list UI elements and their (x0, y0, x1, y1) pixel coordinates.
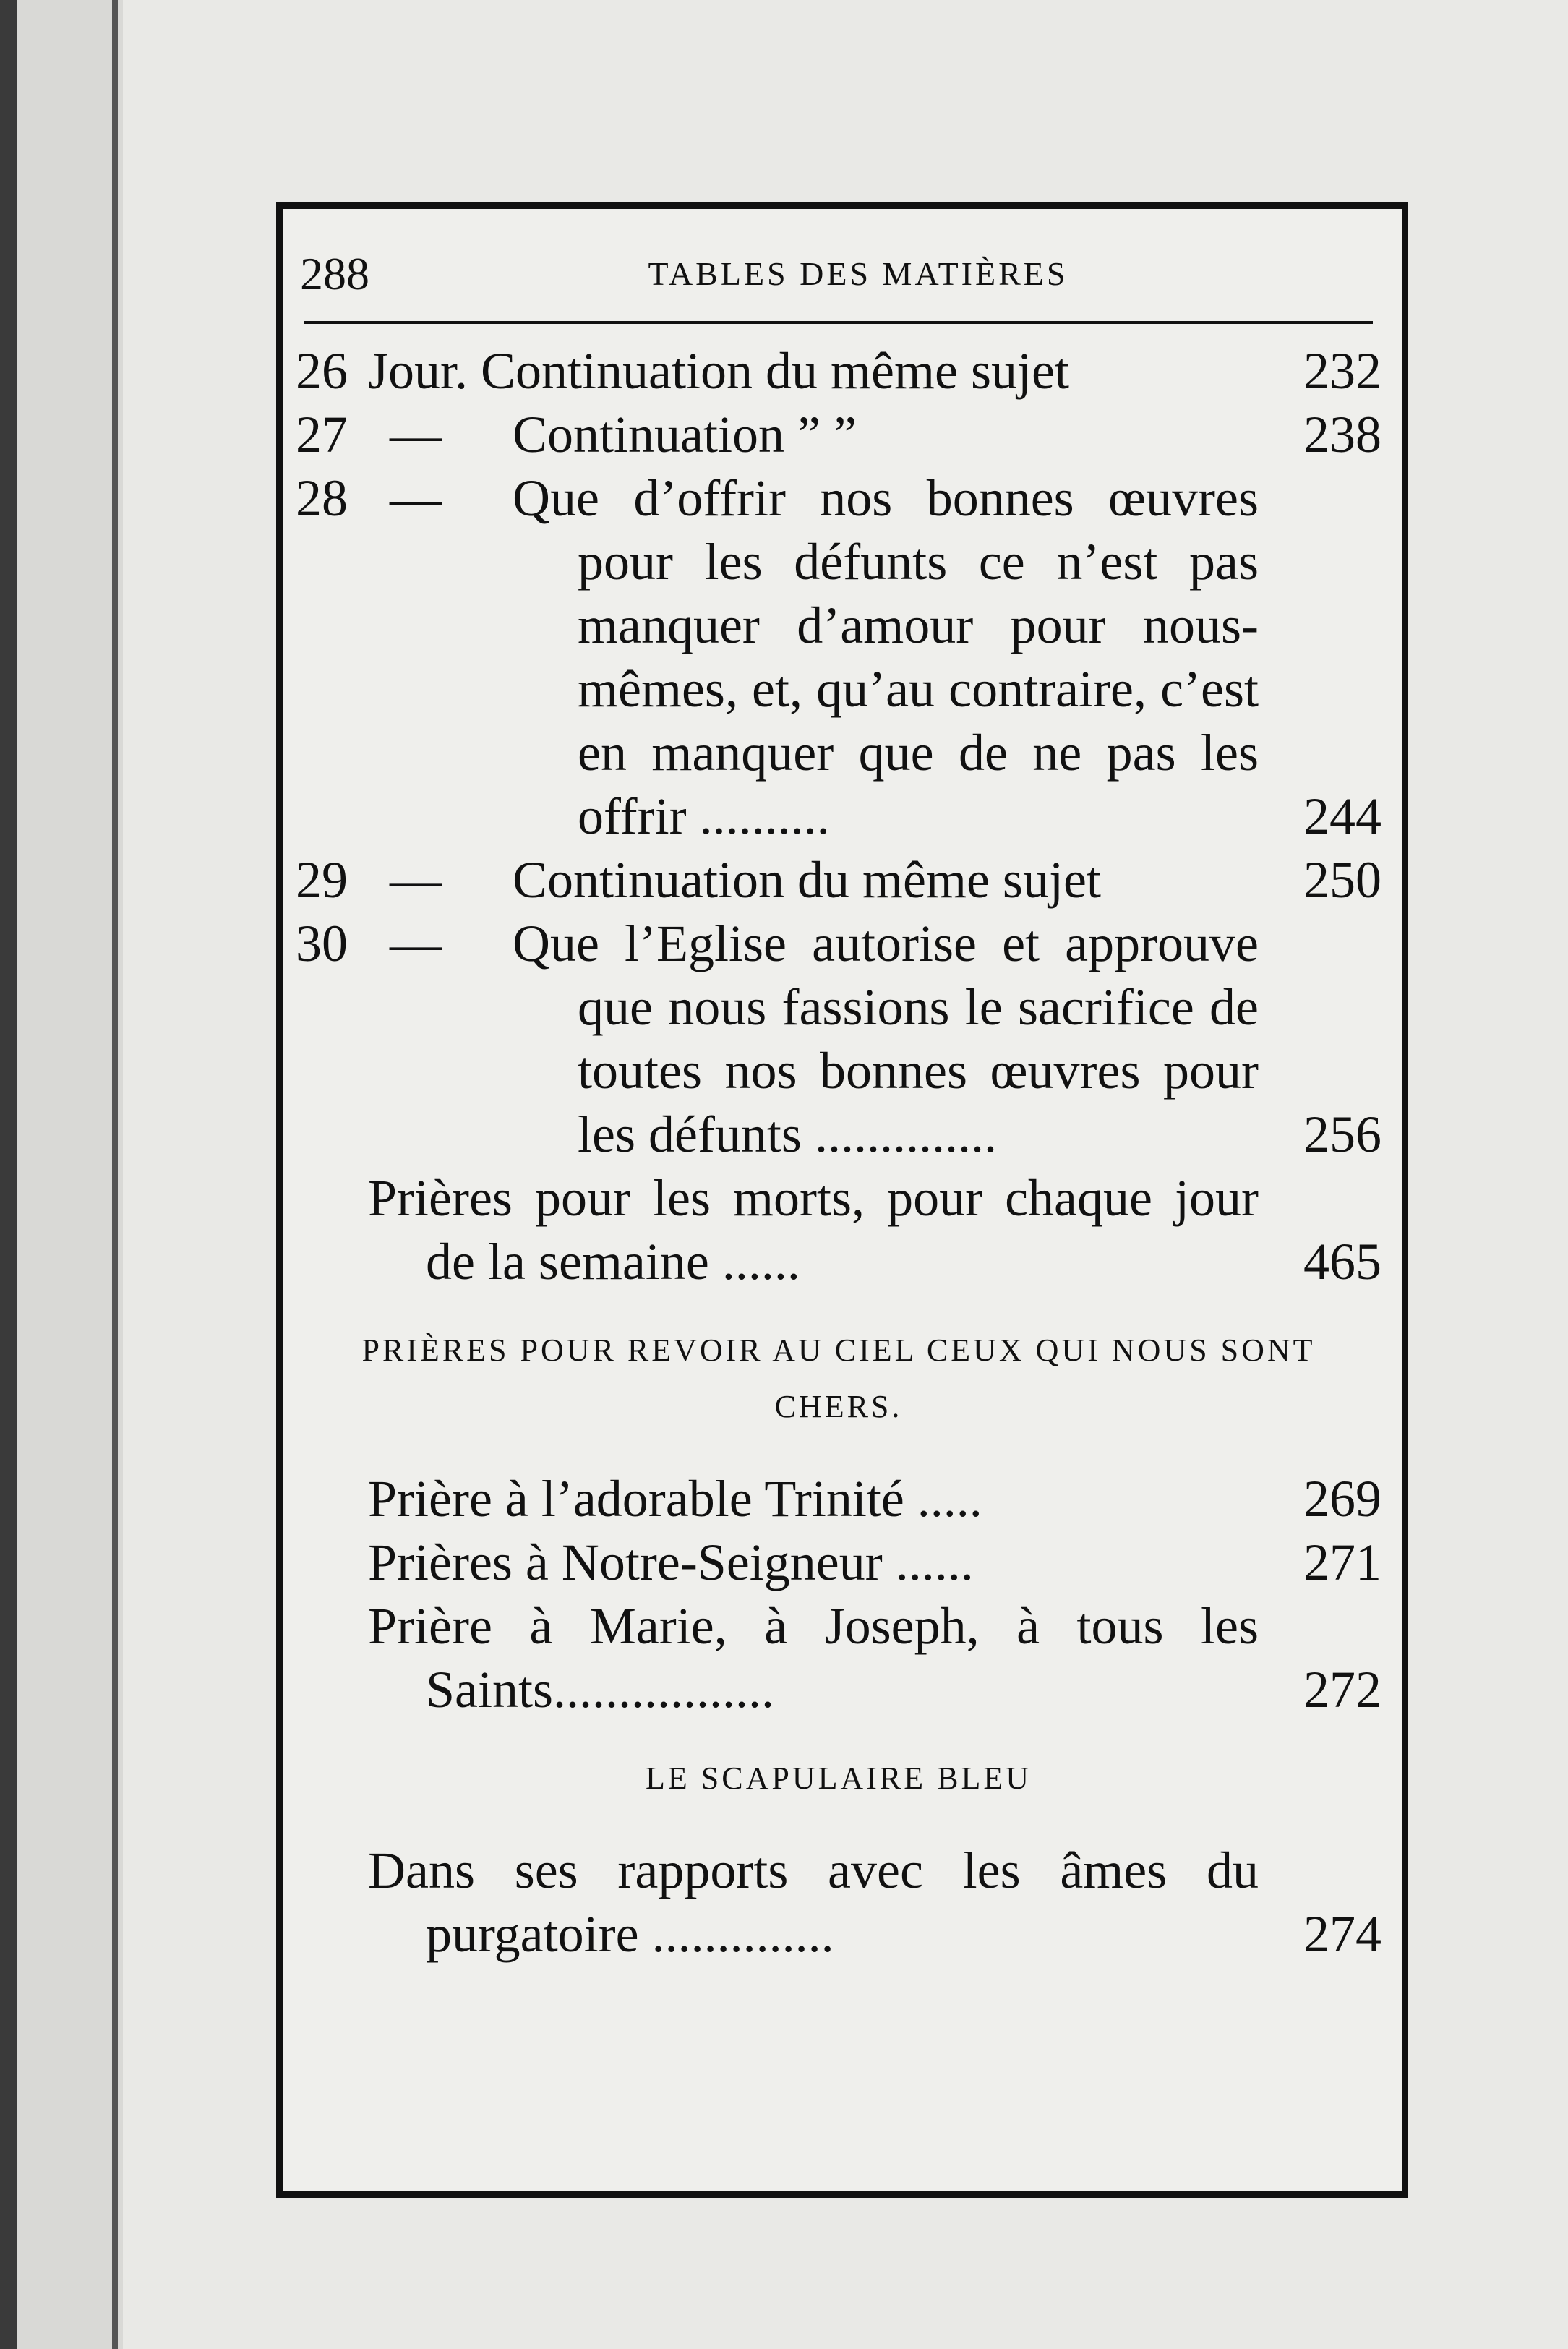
page-frame (276, 202, 1408, 2198)
toc-entry-27 (296, 403, 1381, 466)
toc-entry-29 (296, 848, 1381, 912)
toc-entry-page: 250 (1303, 851, 1381, 909)
page-title: TABLES DES MATIÈRES (648, 255, 1068, 292)
scan-fold-line (112, 0, 118, 2349)
toc-entry-number: 26 (296, 342, 348, 400)
toc-entry-prieres-morts (296, 1166, 1381, 1293)
table-of-contents (296, 339, 1381, 1966)
toc-entry-text: Continuation ” ” (513, 406, 857, 463)
toc-entry-text: Que l’Eglise autorise et approuve que nous fassions le sacrifice de toutes nos bonnes œuvres pour les défunts .............. (513, 915, 1259, 1163)
toc-entry-page: 271 (1303, 1533, 1381, 1591)
toc-entry-page: 238 (1303, 406, 1381, 463)
toc-entry-notre-seigneur (296, 1531, 1381, 1594)
toc-entry-30 (296, 912, 1381, 1166)
toc-entry-page: 232 (1303, 342, 1381, 400)
toc-entry-text: Prières à Notre-Seigneur ...... (368, 1533, 974, 1591)
toc-entry-page: 272 (1303, 1661, 1381, 1719)
section-heading-ciel: PRIÈRES POUR REVOIR AU CIEL CEUX QUI NOUS SONT CHERS. (361, 1332, 1316, 1424)
running-head (300, 245, 1373, 303)
toc-entry-scapulaire (296, 1839, 1381, 1966)
page-number: 288 (300, 248, 369, 299)
toc-entry-dash: — (390, 469, 442, 527)
toc-entry-page: 274 (1303, 1905, 1381, 1963)
scan-edge (0, 0, 17, 2349)
toc-entry-page: 269 (1303, 1470, 1381, 1528)
toc-entry-text: Dans ses rapports avec les âmes du purgatoire .............. (368, 1841, 1259, 1963)
toc-entry-dash: — (390, 406, 442, 463)
toc-entry-text: Continuation du même sujet (513, 851, 1101, 909)
toc-entry-number: 27 (296, 406, 348, 463)
header-rule (304, 321, 1373, 324)
section-heading-scapulaire: LE SCAPULAIRE BLEU (646, 1760, 1032, 1796)
toc-entry-text: Que d’offrir nos bonnes œuvres pour les défunts ce n’est pas manquer d’amour pour nous-mêmes, et, qu’au contraire, c’est en manquer que de ne pas les offrir .......... (513, 469, 1259, 845)
toc-entry-text: Prière à l’adorable Trinité ..... (368, 1470, 982, 1528)
toc-entry-text: Prière à Marie, à Joseph, à tous les Saints................. (368, 1597, 1259, 1719)
toc-entry-number: 30 (296, 915, 348, 972)
toc-entry-page: 244 (1303, 787, 1381, 845)
toc-entry-number: 28 (296, 469, 348, 527)
toc-entry-page: 256 (1303, 1105, 1381, 1163)
toc-entry-marie-joseph (296, 1594, 1381, 1721)
toc-entry-26 (296, 339, 1381, 403)
toc-entry-text: Jour. Continuation du même sujet (368, 342, 1069, 400)
toc-entry-dash: — (390, 915, 442, 972)
toc-entry-text: Prières pour les morts, pour chaque jour de la semaine ...... (368, 1169, 1259, 1291)
toc-entry-dash: — (390, 851, 442, 909)
toc-entry-trinite (296, 1467, 1381, 1531)
toc-entry-28 (296, 466, 1381, 848)
toc-entry-page: 465 (1303, 1233, 1381, 1291)
toc-entry-number: 29 (296, 851, 348, 909)
